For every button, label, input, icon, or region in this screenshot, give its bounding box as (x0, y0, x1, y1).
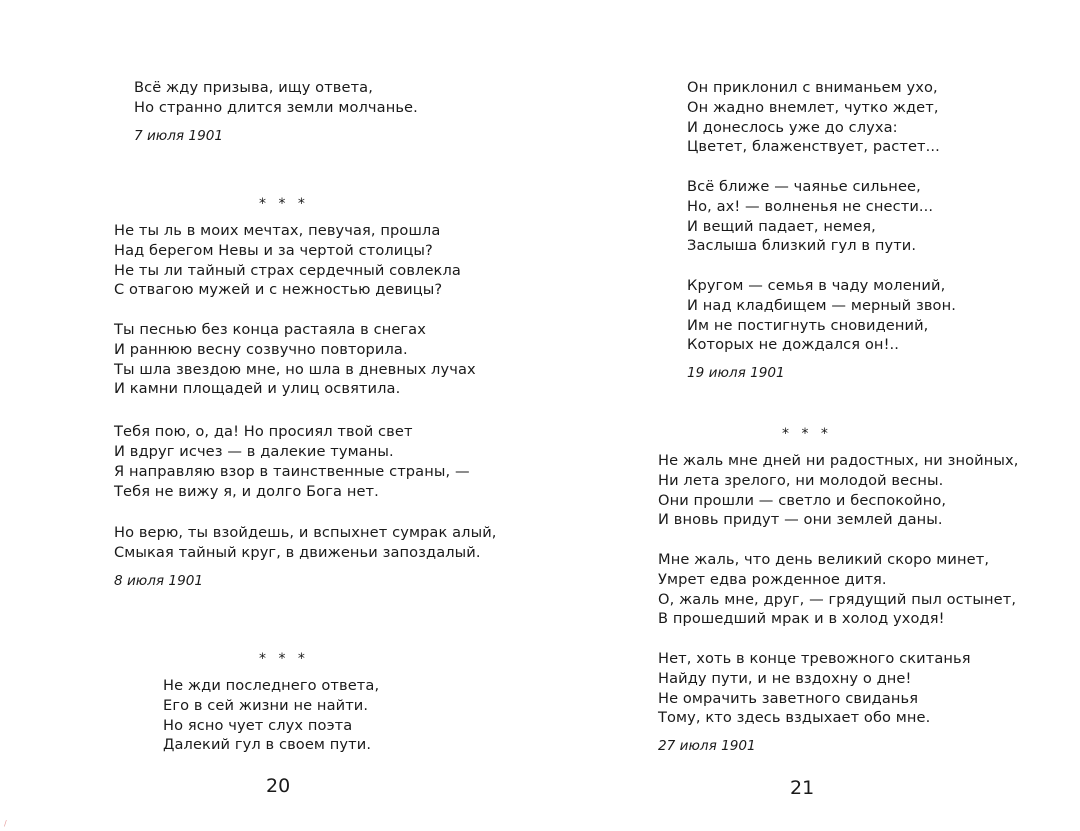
verse-line: Но ясно чует слух поэта (163, 716, 353, 734)
verse-line: Далекий гул в своем пути. (163, 736, 372, 754)
verse-line: И камни площадей и улиц освятила. (114, 380, 401, 398)
verse-line: О, жаль мне, друг, — грядущий пыл остынет, (658, 590, 1017, 608)
verse-line: С отвагою мужей и с нежностью девицы? (114, 281, 443, 299)
verse-line: Не жди последнего ответа, (163, 677, 380, 694)
verse-line: Мне жаль, что день великий скоро минет, (658, 550, 990, 568)
verse-line: Но странно длится земли молчанье. (134, 98, 418, 116)
verse-line: Нет, хоть в конце тревожного скитанья (658, 649, 971, 667)
verse-line: Ни лета зрелого, ни молодой весны. (658, 471, 944, 489)
verse-line: Всё ближе — чаянье сильнее, (687, 177, 921, 195)
verse-line: Я направляю взор в таинственные страны, — (114, 462, 470, 480)
verse-line: Тебя не вижу я, и долго Бога нет. (114, 482, 379, 500)
verse-line: Кругом — семья в чаду молений, (687, 276, 946, 294)
page-number: 21 (790, 777, 815, 799)
verse-line: Заслыша близкий гул в пути. (687, 237, 917, 255)
right-page (540, 0, 1080, 831)
verse-line: Найду пути, и не вздохну о дне! (658, 669, 912, 687)
poem-date: 27 июля 1901 (658, 738, 756, 755)
verse-line: Но, ах! — волненья не снести... (687, 197, 934, 215)
verse-line: И вновь придут — они землей даны. (658, 511, 943, 529)
verse-line: Он жадно внемлет, чутко ждет, (687, 98, 939, 116)
poem-separator: * * * (259, 651, 309, 667)
poem-date: 8 июля 1901 (114, 572, 204, 589)
verse-line: В прошедший мрак и в холод уходя! (658, 610, 945, 628)
poem-fragment-end (134, 78, 418, 145)
corner-mark: / (4, 819, 7, 828)
verse-line: Он приклонил с вниманьем ухо, (687, 79, 938, 96)
verse-line: Не ты ли тайный страх сердечный совлекла (114, 261, 461, 279)
verse-line: Смыкая тайный круг, в движеньи запоздалый. (114, 544, 481, 562)
verse-line: Умрет едва рожденное дитя. (658, 570, 887, 588)
verse-line: Не ты ль в моих мечтах, певучая, прошла (114, 222, 441, 239)
poem-ne-zhdi-continuation (687, 78, 956, 382)
verse-line: Над берегом Невы и за чертой столицы? (114, 241, 433, 259)
verse-line: Цветет, блаженствует, растет... (687, 138, 940, 156)
verse-line: Тому, кто здесь вздыхает обо мне. (658, 709, 931, 727)
page-number: 20 (266, 775, 291, 797)
verse-line: И вещий падает, немея, (687, 217, 876, 235)
verse-line: Но верю, ты взойдешь, и вспыхнет сумрак алый, (114, 524, 497, 542)
verse-line: И вдруг исчез — в далекие туманы. (114, 442, 394, 460)
verse-line: Не жаль мне дней ни радостных, ни знойных, (658, 452, 1019, 469)
verse-line: Ты шла звездою мне, но шла в дневных лучах (114, 360, 476, 378)
poem-separator: * * * (782, 426, 832, 442)
verse-line: Ты песнью без конца растаяла в снегах (114, 320, 426, 338)
poem-ne-zhal (658, 451, 1018, 755)
verse-line: Им не постигнуть сновидений, (687, 316, 929, 334)
verse-line: Тебя пою, о, да! Но просиял твой свет (114, 423, 413, 441)
verse-line: Его в сей жизни не найти. (163, 696, 369, 714)
verse-line: И над кладбищем — мерный звон. (687, 296, 956, 314)
verse-line: Они прошли — светло и беспокойно, (658, 491, 947, 509)
verse-line: Не омрачить заветного свиданья (658, 689, 919, 707)
poem-ne-zhdi (163, 676, 379, 755)
poem-date: 7 июля 1901 (134, 127, 224, 144)
poem-ne-ty-li (114, 221, 497, 590)
verse-line: И раннюю весну созвучно повторила. (114, 340, 408, 358)
verse-line: Которых не дождался он!.. (687, 336, 900, 354)
verse-line: И донеслось уже до слуха: (687, 118, 898, 136)
poem-separator: * * * (259, 196, 309, 212)
verse-line: Всё жду призыва, ищу ответа, (134, 79, 373, 96)
poem-date: 19 июля 1901 (687, 365, 785, 382)
